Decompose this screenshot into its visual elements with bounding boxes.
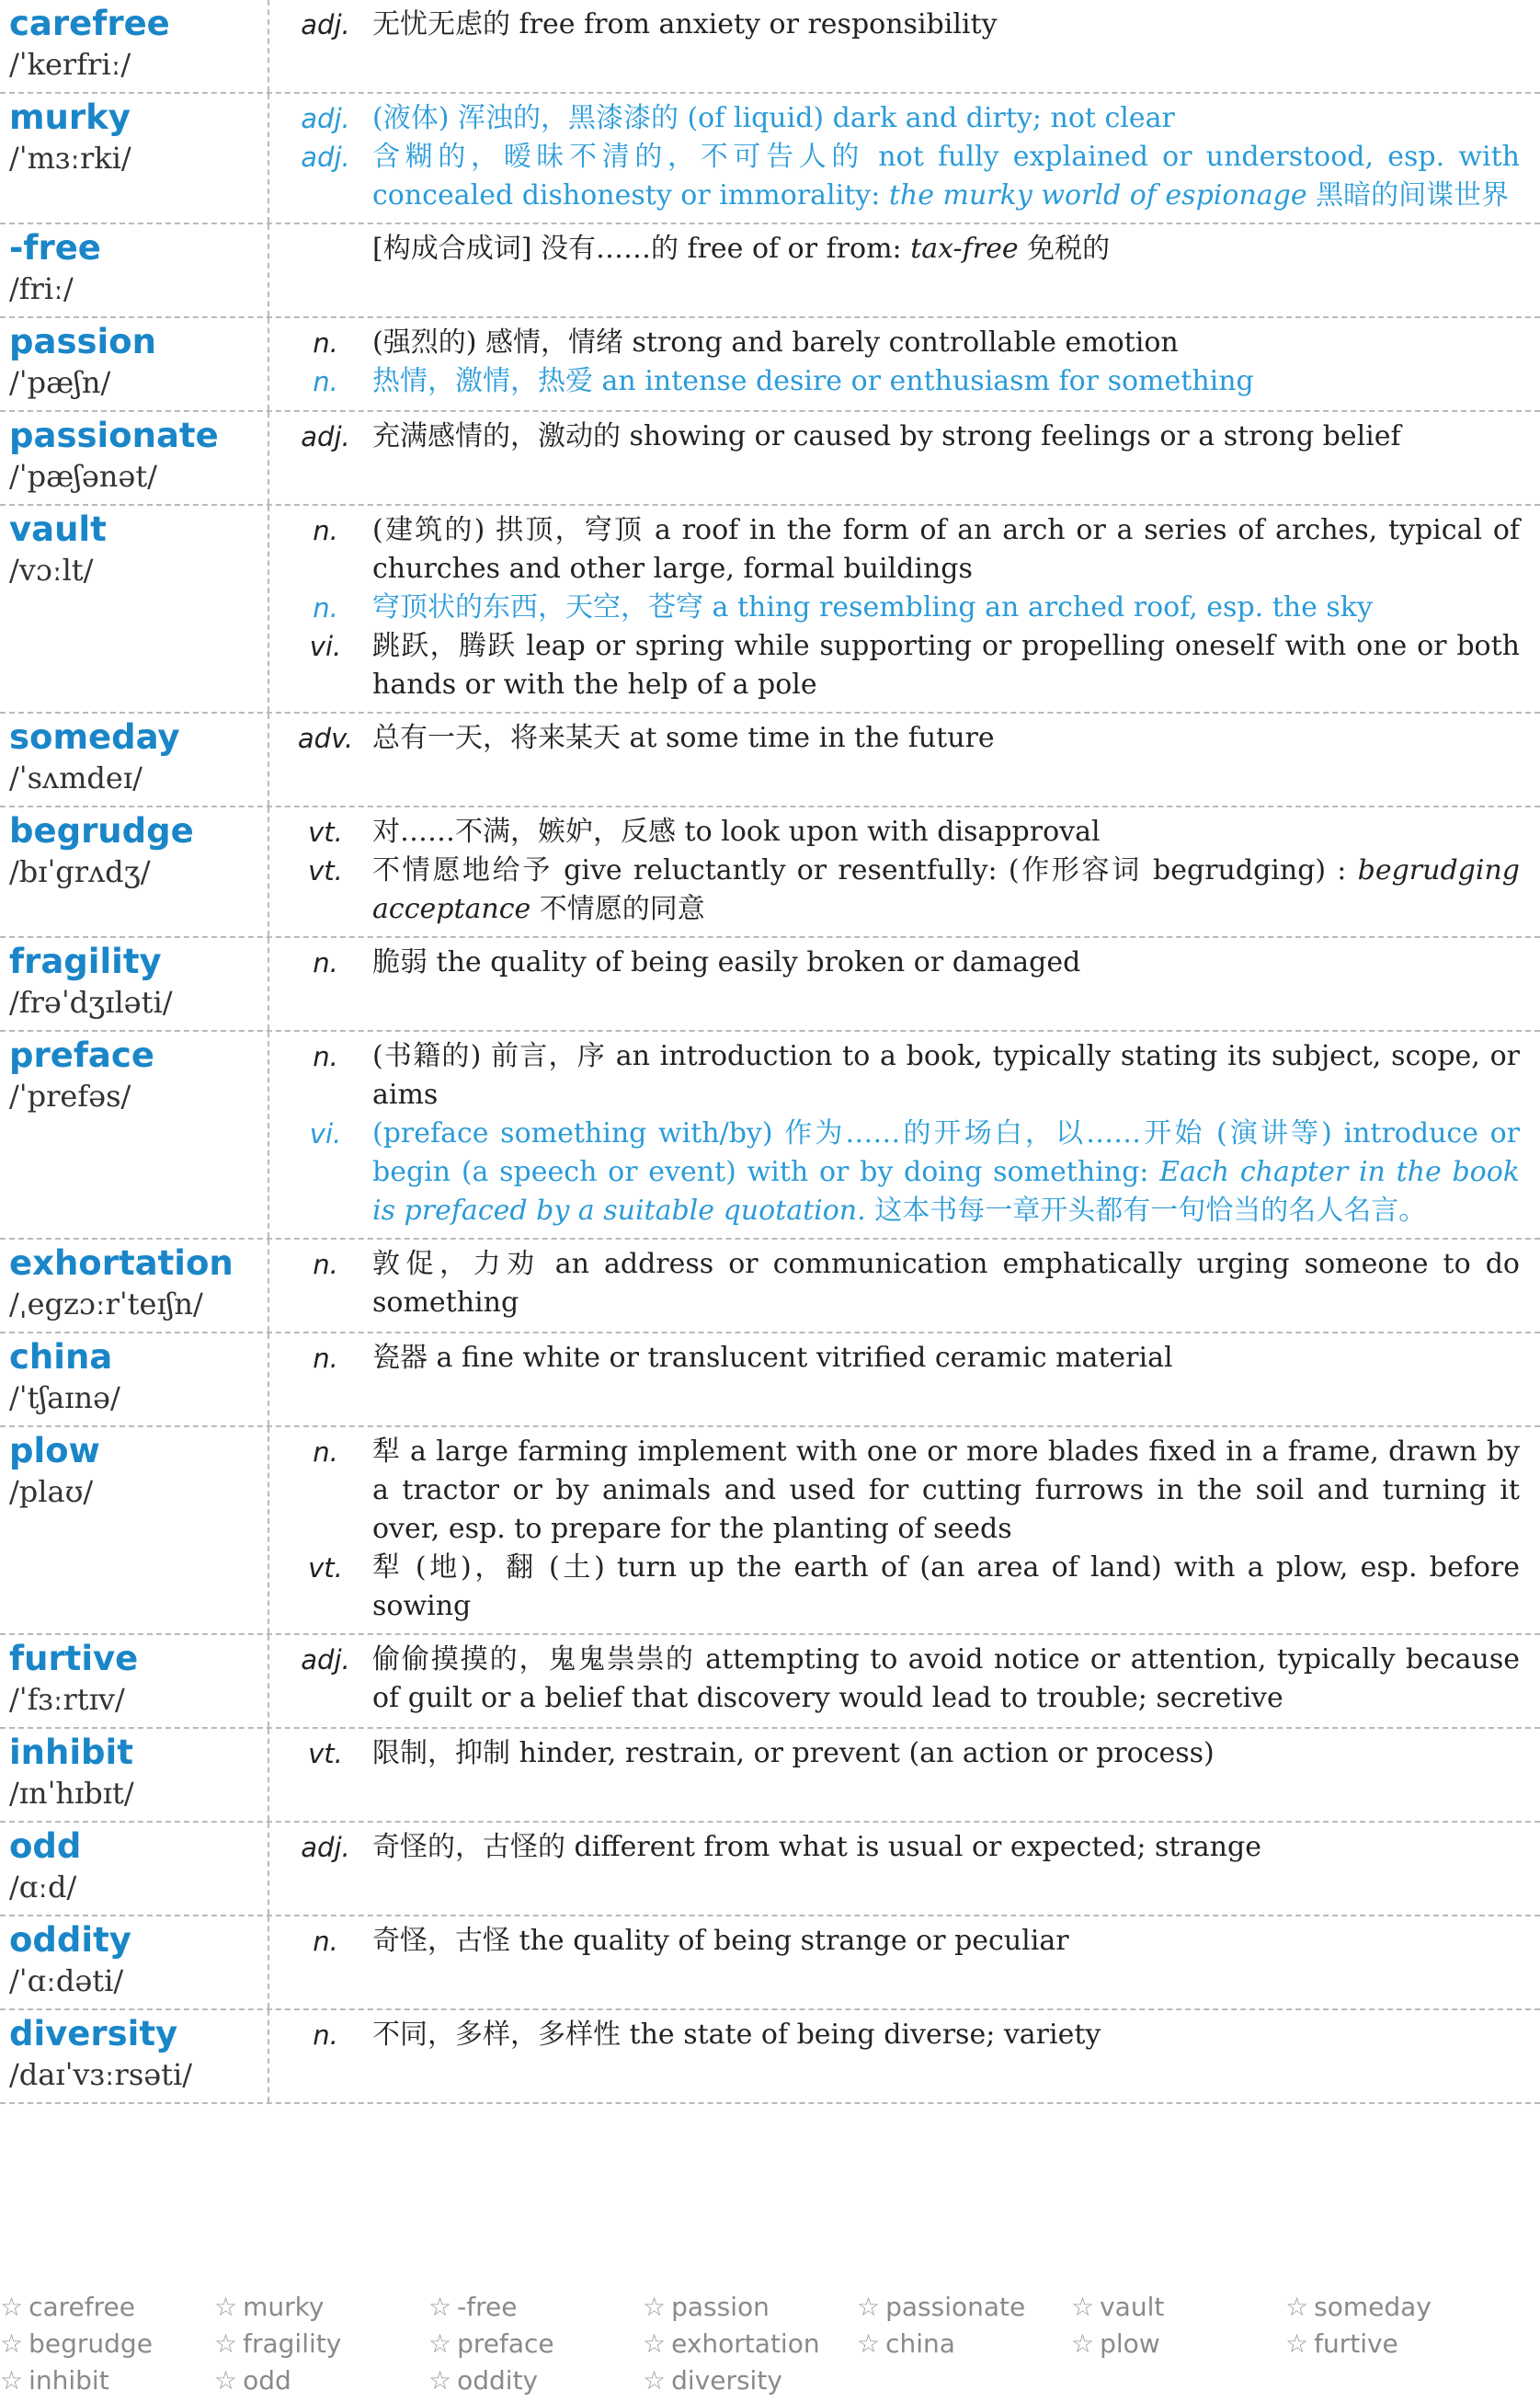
headword-cell (0, 2010, 269, 2102)
definition-text: 无忧无虑的 free from anxiety or responsibility (372, 8, 998, 40)
headword-cell (0, 1333, 269, 1425)
entry-row (0, 2010, 1540, 2104)
definitions-cell (269, 1916, 1540, 2008)
sense (279, 1245, 1520, 1322)
pronunciation: /ˈpæʃənət/ (9, 459, 157, 494)
entry-row (0, 318, 1540, 412)
part-of-speech: adj. (301, 1644, 350, 1676)
pronunciation: /ˈpæʃn/ (9, 365, 111, 400)
pronunciation: /ˌegzɔːrˈteɪʃn/ (9, 1287, 203, 1321)
definition-text: 对……不满，嫉妒，反感 to look upon with disapproval (372, 816, 1101, 848)
definition (372, 99, 1520, 138)
entry-row (0, 506, 1540, 714)
headword: fragility (9, 942, 162, 981)
part-of-speech: adj. (301, 103, 350, 134)
star-icon: ☆ (1285, 2292, 1309, 2322)
review-item (1285, 2328, 1500, 2365)
headword: -free (9, 228, 101, 268)
review-word: diversity (671, 2365, 782, 2396)
entry-row (0, 224, 1540, 318)
definition-text: (液体) 浑浊的，黑漆漆的 (of liquid) dark and dirty; not clear (372, 102, 1175, 134)
definition (372, 138, 1520, 215)
headword: diversity (9, 2014, 178, 2053)
review-item (643, 2292, 857, 2328)
review-item (0, 2365, 214, 2402)
definition (372, 1339, 1520, 1378)
pronunciation: /ˈprefəs/ (9, 1079, 131, 1114)
review-word: odd (243, 2365, 291, 2396)
definitions-cell (269, 1333, 1540, 1425)
sense (279, 1641, 1520, 1718)
sense (279, 1433, 1520, 1549)
review-word: oddity (457, 2365, 539, 2396)
review-word: -free (457, 2292, 518, 2322)
definitions-cell (269, 807, 1540, 936)
definition (372, 1037, 1520, 1115)
sense (279, 1734, 1520, 1773)
star-icon: ☆ (0, 2365, 24, 2396)
pronunciation: /ˈkerfriː/ (9, 47, 131, 82)
definition-text: 奇怪的，古怪的 different from what is usual or expected; strange (372, 1831, 1261, 1863)
headword-cell (0, 1427, 269, 1633)
definition (372, 944, 1520, 982)
example: begrudging acceptance (372, 854, 1520, 925)
star-icon: ☆ (214, 2328, 238, 2359)
headword: passionate (9, 416, 219, 455)
review-item (643, 2365, 857, 2402)
sense (279, 1037, 1520, 1115)
review-word: furtive (1314, 2328, 1398, 2359)
headword: preface (9, 1035, 154, 1075)
example-translation: 不情愿的同意 (530, 893, 705, 925)
star-icon: ☆ (643, 2328, 667, 2359)
headword: passion (9, 322, 156, 361)
headword-cell (0, 94, 269, 223)
sense (279, 1922, 1520, 1961)
star-icon: ☆ (643, 2365, 667, 2396)
definitions-cell (269, 318, 1540, 410)
definition-text: 偷偷摸摸的，鬼鬼祟祟的 attempting to avoid notice or attention, typically because of guilt or a belief that discovery would lead to trouble; secretive (372, 1643, 1520, 1714)
review-item (857, 2292, 1071, 2328)
review-word: begrudge (29, 2328, 153, 2359)
sense (279, 852, 1520, 929)
part-of-speech: adj. (301, 421, 350, 452)
sense (279, 324, 1520, 362)
review-item (428, 2365, 643, 2402)
review-word: carefree (29, 2292, 135, 2322)
definition (372, 1734, 1520, 1773)
review-word: exhortation (671, 2328, 820, 2359)
entry-row (0, 938, 1540, 1032)
headword: odd (9, 1826, 82, 1866)
review-word: passionate (885, 2292, 1026, 2322)
review-item (0, 2292, 214, 2328)
review-item (1071, 2328, 1285, 2365)
part-of-speech: vt. (308, 1552, 343, 1584)
definition (372, 230, 1520, 269)
definition-text: 限制，抑制 hinder, restrain, or prevent (an action or process) (372, 1737, 1215, 1769)
star-icon: ☆ (428, 2328, 452, 2359)
definitions-cell (269, 412, 1540, 504)
star-icon: ☆ (1285, 2328, 1309, 2359)
entry-row (0, 714, 1540, 807)
part-of-speech: adj. (301, 142, 350, 173)
pronunciation: /plaʊ/ (9, 1474, 94, 1509)
sense (279, 1339, 1520, 1378)
entry-row (0, 1427, 1540, 1635)
review-item (214, 2365, 428, 2402)
definition-text: (建筑的) 拱顶，穹顶 a roof in the form of an arch or a series of arches, typical of churches and other large, formal buildings (372, 514, 1520, 585)
review-word: vault (1100, 2292, 1165, 2322)
definition (372, 511, 1520, 589)
pronunciation: /ˈfɜːrtɪv/ (9, 1682, 125, 1717)
review-word: inhibit (29, 2365, 109, 2396)
definitions-cell (269, 1635, 1540, 1727)
part-of-speech: n. (313, 1926, 338, 1957)
part-of-speech: n. (313, 515, 338, 546)
part-of-speech: vi. (309, 631, 342, 662)
review-item (1285, 2292, 1500, 2328)
definition (372, 719, 1520, 758)
headword: murky (9, 97, 131, 137)
definitions-cell (269, 94, 1540, 223)
headword-cell (0, 506, 269, 712)
entry-row (0, 1729, 1540, 1823)
definitions-cell (269, 714, 1540, 806)
headword: furtive (9, 1639, 139, 1678)
definition (372, 324, 1520, 362)
review-word: murky (243, 2292, 325, 2322)
pronunciation: /bɪˈgrʌdʒ/ (9, 854, 151, 889)
sense (279, 944, 1520, 982)
definitions-cell (269, 1032, 1540, 1238)
definition (372, 1245, 1520, 1322)
definitions-cell (269, 938, 1540, 1030)
star-icon: ☆ (1071, 2328, 1095, 2359)
definition-text: 犁 (地)，翻 (土) turn up the earth of (an area of land) with a plow, esp. before sowing (372, 1551, 1520, 1622)
example: tax-free (910, 233, 1019, 265)
star-icon: ☆ (857, 2292, 881, 2322)
definition (372, 1433, 1520, 1549)
entry-row (0, 0, 1540, 94)
star-icon: ☆ (1071, 2292, 1095, 2322)
headword: china (9, 1337, 113, 1377)
headword-cell (0, 1032, 269, 1238)
headword: carefree (9, 4, 170, 43)
headword-cell (0, 1240, 269, 1332)
sense (279, 230, 1520, 269)
sense (279, 813, 1520, 852)
definitions-cell (269, 2010, 1540, 2102)
part-of-speech: n. (313, 1343, 338, 1374)
definition-text: 跳跃，腾跃 leap or spring while supporting or propelling oneself with one or both hands or with the help of a pole (372, 630, 1520, 701)
definition-text: 瓷器 a fine white or translucent vitrified ceramic material (372, 1342, 1173, 1374)
star-icon: ☆ (643, 2292, 667, 2322)
sense (279, 417, 1520, 456)
entry-row (0, 1916, 1540, 2010)
part-of-speech: vt. (308, 817, 343, 848)
star-icon: ☆ (0, 2292, 24, 2322)
headword: oddity (9, 1920, 131, 1960)
headword-cell (0, 224, 269, 316)
definitions-cell (269, 224, 1540, 316)
headword-cell (0, 1916, 269, 2008)
example: Each chapter in the book is prefaced by a suitable quotation. (372, 1156, 1520, 1227)
definition (372, 627, 1520, 704)
pronunciation: /daɪˈvɜːrsəti/ (9, 2057, 193, 2092)
review-word: plow (1100, 2328, 1160, 2359)
entry-row (0, 1635, 1540, 1729)
part-of-speech: n. (313, 947, 338, 978)
entry-row (0, 412, 1540, 506)
headword-cell (0, 1729, 269, 1821)
headword: exhortation (9, 1243, 234, 1283)
headword-cell (0, 807, 269, 936)
example-translation: 这本书每一章开头都有一句恰当的名人名言。 (865, 1195, 1427, 1227)
definitions-cell (269, 1729, 1540, 1821)
sense (279, 1115, 1520, 1230)
definition-text: 热情，激情，热爱 an intense desire or enthusiasm for something (372, 365, 1254, 397)
part-of-speech: n. (313, 366, 338, 397)
example: the murky world of espionage (888, 179, 1307, 212)
review-word: passion (671, 2292, 770, 2322)
review-word-list (0, 2292, 1540, 2402)
definition-text: 脆弱 the quality of being easily broken or damaged (372, 946, 1081, 978)
star-icon: ☆ (214, 2365, 238, 2396)
part-of-speech: n. (313, 1249, 338, 1280)
sense (279, 2016, 1520, 2054)
definition-text: 含糊的，暧昧不清的，不可告人的 not fully explained or understood, esp. with concealed dishonesty or immorality: (372, 141, 1520, 212)
definition-text: 总有一天，将来某天 at some time in the future (372, 722, 995, 754)
definition-text: 不情愿地给予 give reluctantly or resentfully: (作形容词 begrudging) : (372, 854, 1347, 886)
star-icon: ☆ (857, 2328, 881, 2359)
headword: someday (9, 717, 180, 757)
star-icon: ☆ (428, 2365, 452, 2396)
sense (279, 6, 1520, 44)
definition-text: [构成合成词] 没有……的 free of or from: (372, 233, 902, 265)
headword-cell (0, 318, 269, 410)
review-item (428, 2328, 643, 2365)
part-of-speech: n. (313, 1041, 338, 1072)
sense (279, 1828, 1520, 1867)
definitions-cell (269, 0, 1540, 92)
definition-text: 犁 a large farming implement with one or more blades fixed in a frame, drawn by a tractor or by animals and used for cutting furrows in the soil and turning it over, esp. to prepare for the planting of seeds (372, 1435, 1520, 1545)
headword-cell (0, 1635, 269, 1727)
pronunciation: /friː/ (9, 271, 74, 306)
star-icon: ☆ (0, 2328, 24, 2359)
definition-text: 充满感情的，激动的 showing or caused by strong feelings or a strong belief (372, 420, 1401, 452)
example-translation: 免税的 (1018, 233, 1111, 265)
review-item (214, 2292, 428, 2328)
review-word: someday (1314, 2292, 1432, 2322)
definition (372, 1922, 1520, 1961)
part-of-speech: n. (313, 327, 338, 359)
headword-cell (0, 714, 269, 806)
headword-cell (0, 412, 269, 504)
sense (279, 511, 1520, 589)
part-of-speech: n. (313, 592, 338, 623)
definition-text: 穹顶状的东西，天空，苍穹 a thing resembling an arched roof, esp. the sky (372, 591, 1373, 623)
definition-text: 敦促，力劝 an address or communication emphatically urging someone to do something (372, 1248, 1520, 1319)
definition (372, 362, 1520, 401)
entry-row (0, 1032, 1540, 1240)
sense (279, 138, 1520, 215)
example-translation: 黑暗的间谍世界 (1306, 179, 1510, 212)
pronunciation: /ɪnˈhɪbɪt/ (9, 1776, 134, 1811)
pronunciation: /ɑːd/ (9, 1870, 77, 1904)
definition-text: (preface something with/by) 作为……的开场白，以……开始 (演讲等) introduce or begin (a speech or event) with or by doing something: (372, 1117, 1520, 1188)
part-of-speech: n. (313, 1436, 338, 1468)
sense (279, 589, 1520, 627)
sense (279, 1549, 1520, 1626)
definition (372, 417, 1520, 456)
part-of-speech: adj. (301, 9, 350, 40)
headword-cell (0, 938, 269, 1030)
definition (372, 6, 1520, 44)
entry-row (0, 807, 1540, 938)
definitions-cell (269, 1823, 1540, 1915)
headword: plow (9, 1431, 100, 1470)
star-icon: ☆ (214, 2292, 238, 2322)
entry-row (0, 94, 1540, 224)
definition-text: (强烈的) 感情，情绪 strong and barely controllable emotion (372, 326, 1179, 359)
definition (372, 589, 1520, 627)
sense (279, 627, 1520, 704)
review-item (643, 2328, 857, 2365)
headword-cell (0, 1823, 269, 1915)
review-word: fragility (243, 2328, 342, 2359)
definition (372, 1549, 1520, 1626)
definitions-cell (269, 506, 1540, 712)
part-of-speech: adv. (297, 723, 354, 754)
pronunciation: /ˈɑːdəti/ (9, 1963, 124, 1998)
part-of-speech: adj. (301, 1832, 350, 1863)
definition-text: 奇怪，古怪 the quality of being strange or peculiar (372, 1925, 1069, 1957)
definition-text: (书籍的) 前言，序 an introduction to a book, typically stating its subject, scope, or aims (372, 1040, 1520, 1111)
review-word: preface (457, 2328, 554, 2359)
pronunciation: /ˈtʃaɪnə/ (9, 1380, 120, 1415)
review-item (0, 2328, 214, 2365)
definition (372, 852, 1520, 929)
review-word: china (885, 2328, 955, 2359)
definition (372, 1115, 1520, 1230)
sense (279, 362, 1520, 401)
review-item (857, 2328, 1071, 2365)
pronunciation: /ˈmɜːrki/ (9, 141, 131, 176)
definition (372, 1828, 1520, 1867)
part-of-speech: vt. (308, 1738, 343, 1769)
definition-text: 不同，多样，多样性 the state of being diverse; variety (372, 2019, 1101, 2051)
pronunciation: /frəˈdʒɪləti/ (9, 985, 173, 1020)
definition (372, 813, 1520, 852)
headword-cell (0, 0, 269, 92)
review-item (214, 2328, 428, 2365)
part-of-speech: vt. (308, 855, 343, 886)
entry-row (0, 1823, 1540, 1916)
part-of-speech: n. (313, 2019, 338, 2051)
part-of-speech: vi. (309, 1118, 342, 1150)
headword: inhibit (9, 1733, 133, 1772)
definitions-cell (269, 1427, 1540, 1633)
sense (279, 719, 1520, 758)
sense (279, 99, 1520, 138)
definition (372, 1641, 1520, 1718)
headword: vault (9, 509, 107, 549)
definition (372, 2016, 1520, 2054)
star-icon: ☆ (428, 2292, 452, 2322)
headword: begrudge (9, 811, 194, 851)
pronunciation: /vɔːlt/ (9, 553, 94, 588)
review-item (1071, 2292, 1285, 2328)
definitions-cell (269, 1240, 1540, 1332)
entry-row (0, 1240, 1540, 1333)
review-item (428, 2292, 643, 2328)
pronunciation: /ˈsʌmdeɪ/ (9, 761, 143, 795)
entry-row (0, 1333, 1540, 1427)
